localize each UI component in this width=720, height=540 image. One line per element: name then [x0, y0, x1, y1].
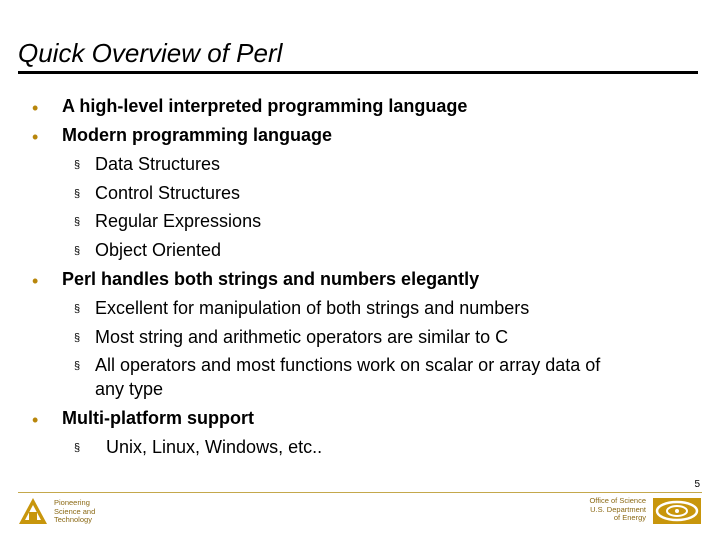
- sub-bullet-text: Regular Expressions: [95, 211, 262, 231]
- bullet-text: A high-level interpreted programming language: [62, 96, 468, 116]
- sub-bullet-text-continued: any type: [95, 379, 164, 399]
- sub-bullet-text: Most string and arithmetic operators are similar to C: [95, 327, 509, 347]
- sub-bullet-icon: §: [74, 188, 81, 200]
- sub-bullet-icon: §: [74, 332, 81, 344]
- sub-bullet-text: All operators and most functions work on scalar or array data of: [95, 355, 601, 375]
- bullet-text: Perl handles both strings and numbers elegantly: [62, 269, 480, 289]
- sub-bullet-icon: §: [74, 360, 81, 372]
- bullet-text: Multi-platform support: [62, 408, 254, 428]
- sub-bullet-text: Control Structures: [95, 183, 241, 203]
- footer-divider: [18, 492, 702, 493]
- page-number: 5: [694, 479, 700, 490]
- sub-bullet-text: Unix, Linux, Windows, etc..: [106, 437, 323, 457]
- sub-bullet-text: Data Structures: [95, 154, 221, 174]
- slide-title: Quick Overview of Perl: [18, 38, 283, 68]
- sub-bullet-icon: §: [74, 442, 81, 454]
- bullet-icon: •: [32, 271, 39, 291]
- footer-right-text: Office of Science U.S. Department of Energy: [589, 496, 646, 522]
- doe-logo-icon: [652, 497, 702, 525]
- bullet-icon: •: [32, 410, 39, 430]
- sub-bullet-icon: §: [74, 303, 81, 315]
- sub-bullet-icon: §: [74, 159, 81, 171]
- sub-bullet-text: Excellent for manipulation of both strings and numbers: [95, 298, 530, 318]
- footer-left-text: Pioneering Science and Technology: [54, 498, 96, 524]
- pioneering-logo-icon: [18, 497, 48, 525]
- bullet-icon: •: [32, 98, 39, 118]
- bullet-icon: •: [32, 127, 39, 147]
- sub-bullet-icon: §: [74, 216, 81, 228]
- title-underline: [18, 71, 698, 74]
- bullet-text: Modern programming language: [62, 125, 333, 145]
- sub-bullet-icon: §: [74, 245, 81, 257]
- sub-bullet-text: Object Oriented: [95, 240, 222, 260]
